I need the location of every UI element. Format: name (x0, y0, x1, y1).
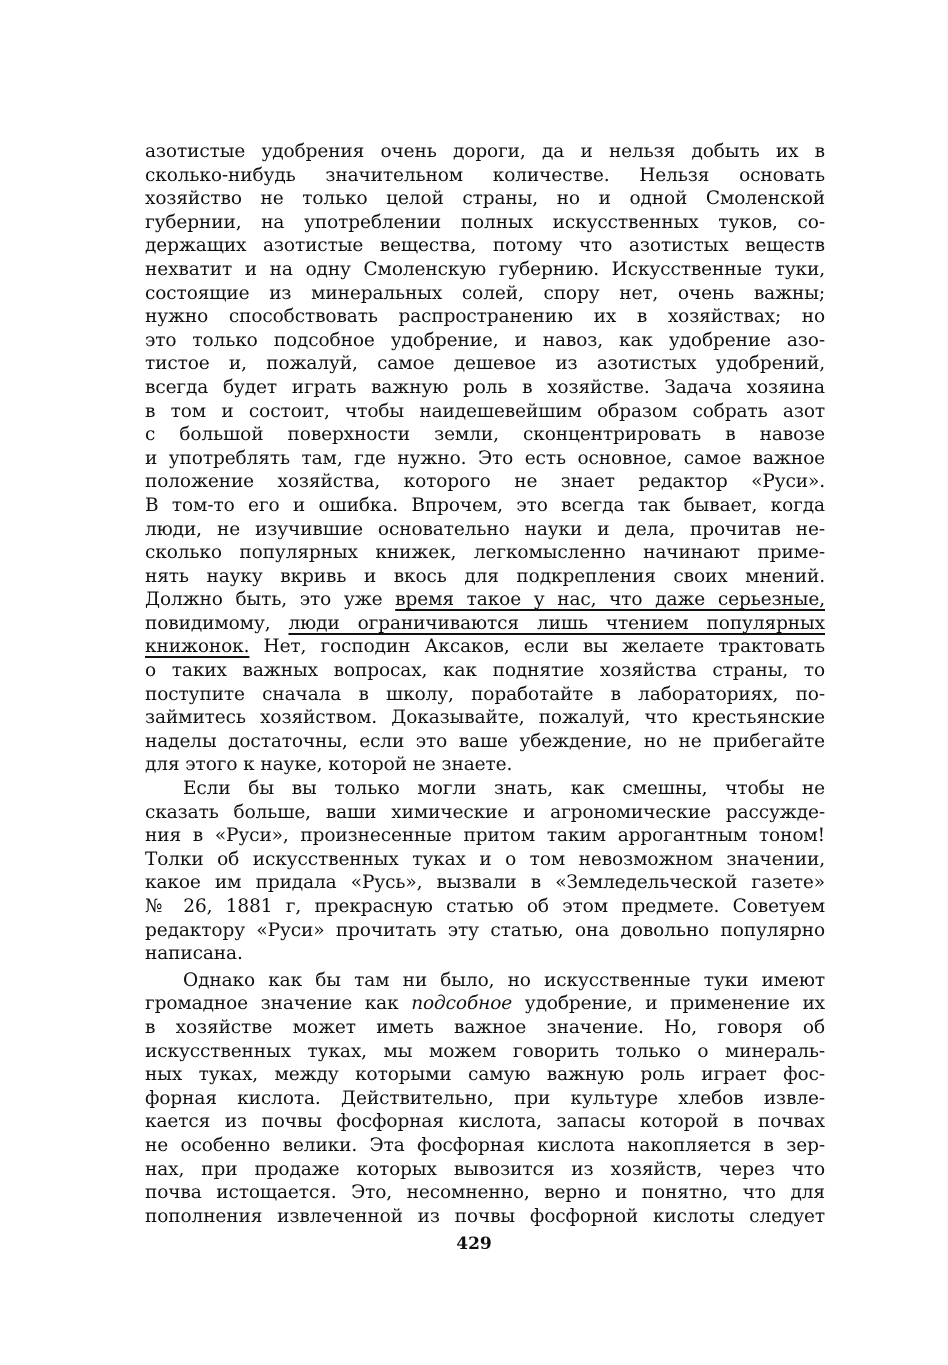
text-line: хозяйство не только целой страны, но и одной Смоленской (145, 188, 825, 210)
text-line: нах, при продаже которых вывозится из хозяйств, через что (145, 1158, 825, 1180)
text-line: держащих азотистые вещества, потому что азотистых веществ (145, 235, 825, 257)
text-line: наделы достаточны, если это ваше убеждение, но не прибегайте (145, 730, 825, 752)
text-line: азотистые удобрения очень дороги, да и нельзя добыть их в (145, 141, 825, 162)
text-line: для этого к науке, которой не знаете. (145, 754, 513, 776)
text-line: о таких важных вопросах, как поднятие хозяйства страны, то (145, 660, 825, 682)
text-line: поступите сначала в школу, поработайте в лабораториях, по- (145, 683, 825, 705)
text-line-italic (145, 992, 825, 1016)
text-line: почва истощается. Это, несомненно, верно и понятно, что для (145, 1182, 825, 1204)
text-line: кается из почвы фосфорная кислота, запасы которой в почвах (145, 1111, 825, 1133)
text-line: сколько-нибудь значительном количестве. Нельзя основать (145, 164, 825, 186)
text-line-underlined (145, 612, 825, 636)
page-number: 429 (456, 1234, 492, 1254)
text-line: в том и состоит, чтобы наидешевейшим образом собрать азот (145, 400, 825, 422)
text-line: нужно способствовать распространению их в хозяйствах; но (145, 306, 825, 328)
text-line: нять науку вкривь и вкось для подкрепления своих мнений. (145, 565, 825, 587)
underlined-passage: время такое у нас, что даже серьезные, (395, 589, 825, 611)
text-line: тистое и, пожалуй, самое дешевое из азотистых удобрений, (145, 353, 825, 375)
text-line: нехватит и на одну Смоленскую губернию. Искусственные туки, (145, 258, 825, 280)
text-line: ния в «Руси», произнесенные притом таким аррогантным тоном! (145, 825, 825, 847)
text-line: и употреблять там, где нужно. Это есть основное, самое важное (145, 447, 825, 469)
italic-word: подсобное (411, 993, 513, 1015)
text-line: написана. (145, 943, 243, 965)
text-line: не особенно велики. Эта фосфорная кислота накопляется в зер- (145, 1134, 825, 1156)
text-line: № 26, 1881 г, прекрасную статью об этом предмете. Советуем (145, 896, 825, 917)
text-line: это только подсобное удобрение, и навоз, как удобрение азо- (145, 329, 825, 351)
text-line: губернии, на употреблении полных искусственных туков, со- (145, 211, 825, 233)
text-line-underlined (145, 635, 825, 659)
text-line: Толки об искусственных туках и о том невозможном значении, (145, 848, 825, 870)
text-line: сколько популярных книжек, легкомысленно начинают приме- (145, 542, 825, 564)
text-line: какое им придала «Русь», вызвали в «Земледельческой газете» (145, 872, 825, 894)
text-fragment: Должно быть, это уже (145, 589, 383, 611)
body-text (145, 140, 825, 1228)
text-line-underlined (145, 588, 825, 612)
text-line: пополнения извлеченной из почвы фосфорной кислоты следует (145, 1205, 825, 1227)
text-line: ных туках, между которыми самую важную роль играет фос- (145, 1064, 825, 1086)
text-line: положение хозяйства, которого не знает редактор «Руси». (145, 471, 825, 493)
text-fragment: повидимому, (145, 612, 271, 634)
underlined-passage: люди ограничиваются лишь чтением популярных (288, 612, 825, 634)
underlined-passage: книжонок. (145, 636, 250, 658)
paragraph-start-line: Однако как бы там ни было, но искусственные туки имеют (183, 969, 825, 991)
text-line: всегда будет играть важную роль в хозяйстве. Задача хозяина (145, 376, 825, 398)
text-line: редактору «Руси» прочитать эту статью, она довольно популярно (145, 919, 825, 941)
text-line: состоящие из минеральных солей, спору нет, очень важны; (145, 282, 825, 304)
text-fragment: Нет, господин Аксаков, если вы желаете трактовать (263, 636, 825, 658)
text-line: В том-то его и ошибка. Впрочем, это всегда так бывает, когда (145, 494, 825, 516)
text-fragment: удобрение, и применение их (524, 993, 826, 1015)
text-line: люди, не изучившие основательно науки и дела, прочитав не- (145, 518, 825, 540)
text-line: сказать больше, ваши химические и агрономические рассужде- (145, 801, 825, 823)
text-line: займитесь хозяйством. Доказывайте, пожалуй, что крестьянские (145, 707, 825, 729)
text-line: искусственных туках, мы можем говорить только о минераль- (145, 1040, 825, 1062)
paragraph-start-line: Если бы вы только могли знать, как смешны, чтобы не (183, 778, 825, 800)
text-line: с большой поверхности земли, сконцентрировать в навозе (145, 424, 825, 446)
text-line: форная кислота. Действительно, при культуре хлебов извле- (145, 1087, 825, 1109)
text-line: в хозяйстве может иметь важное значение. Но, говоря об (145, 1016, 825, 1038)
text-fragment: громадное значение как (145, 993, 399, 1015)
